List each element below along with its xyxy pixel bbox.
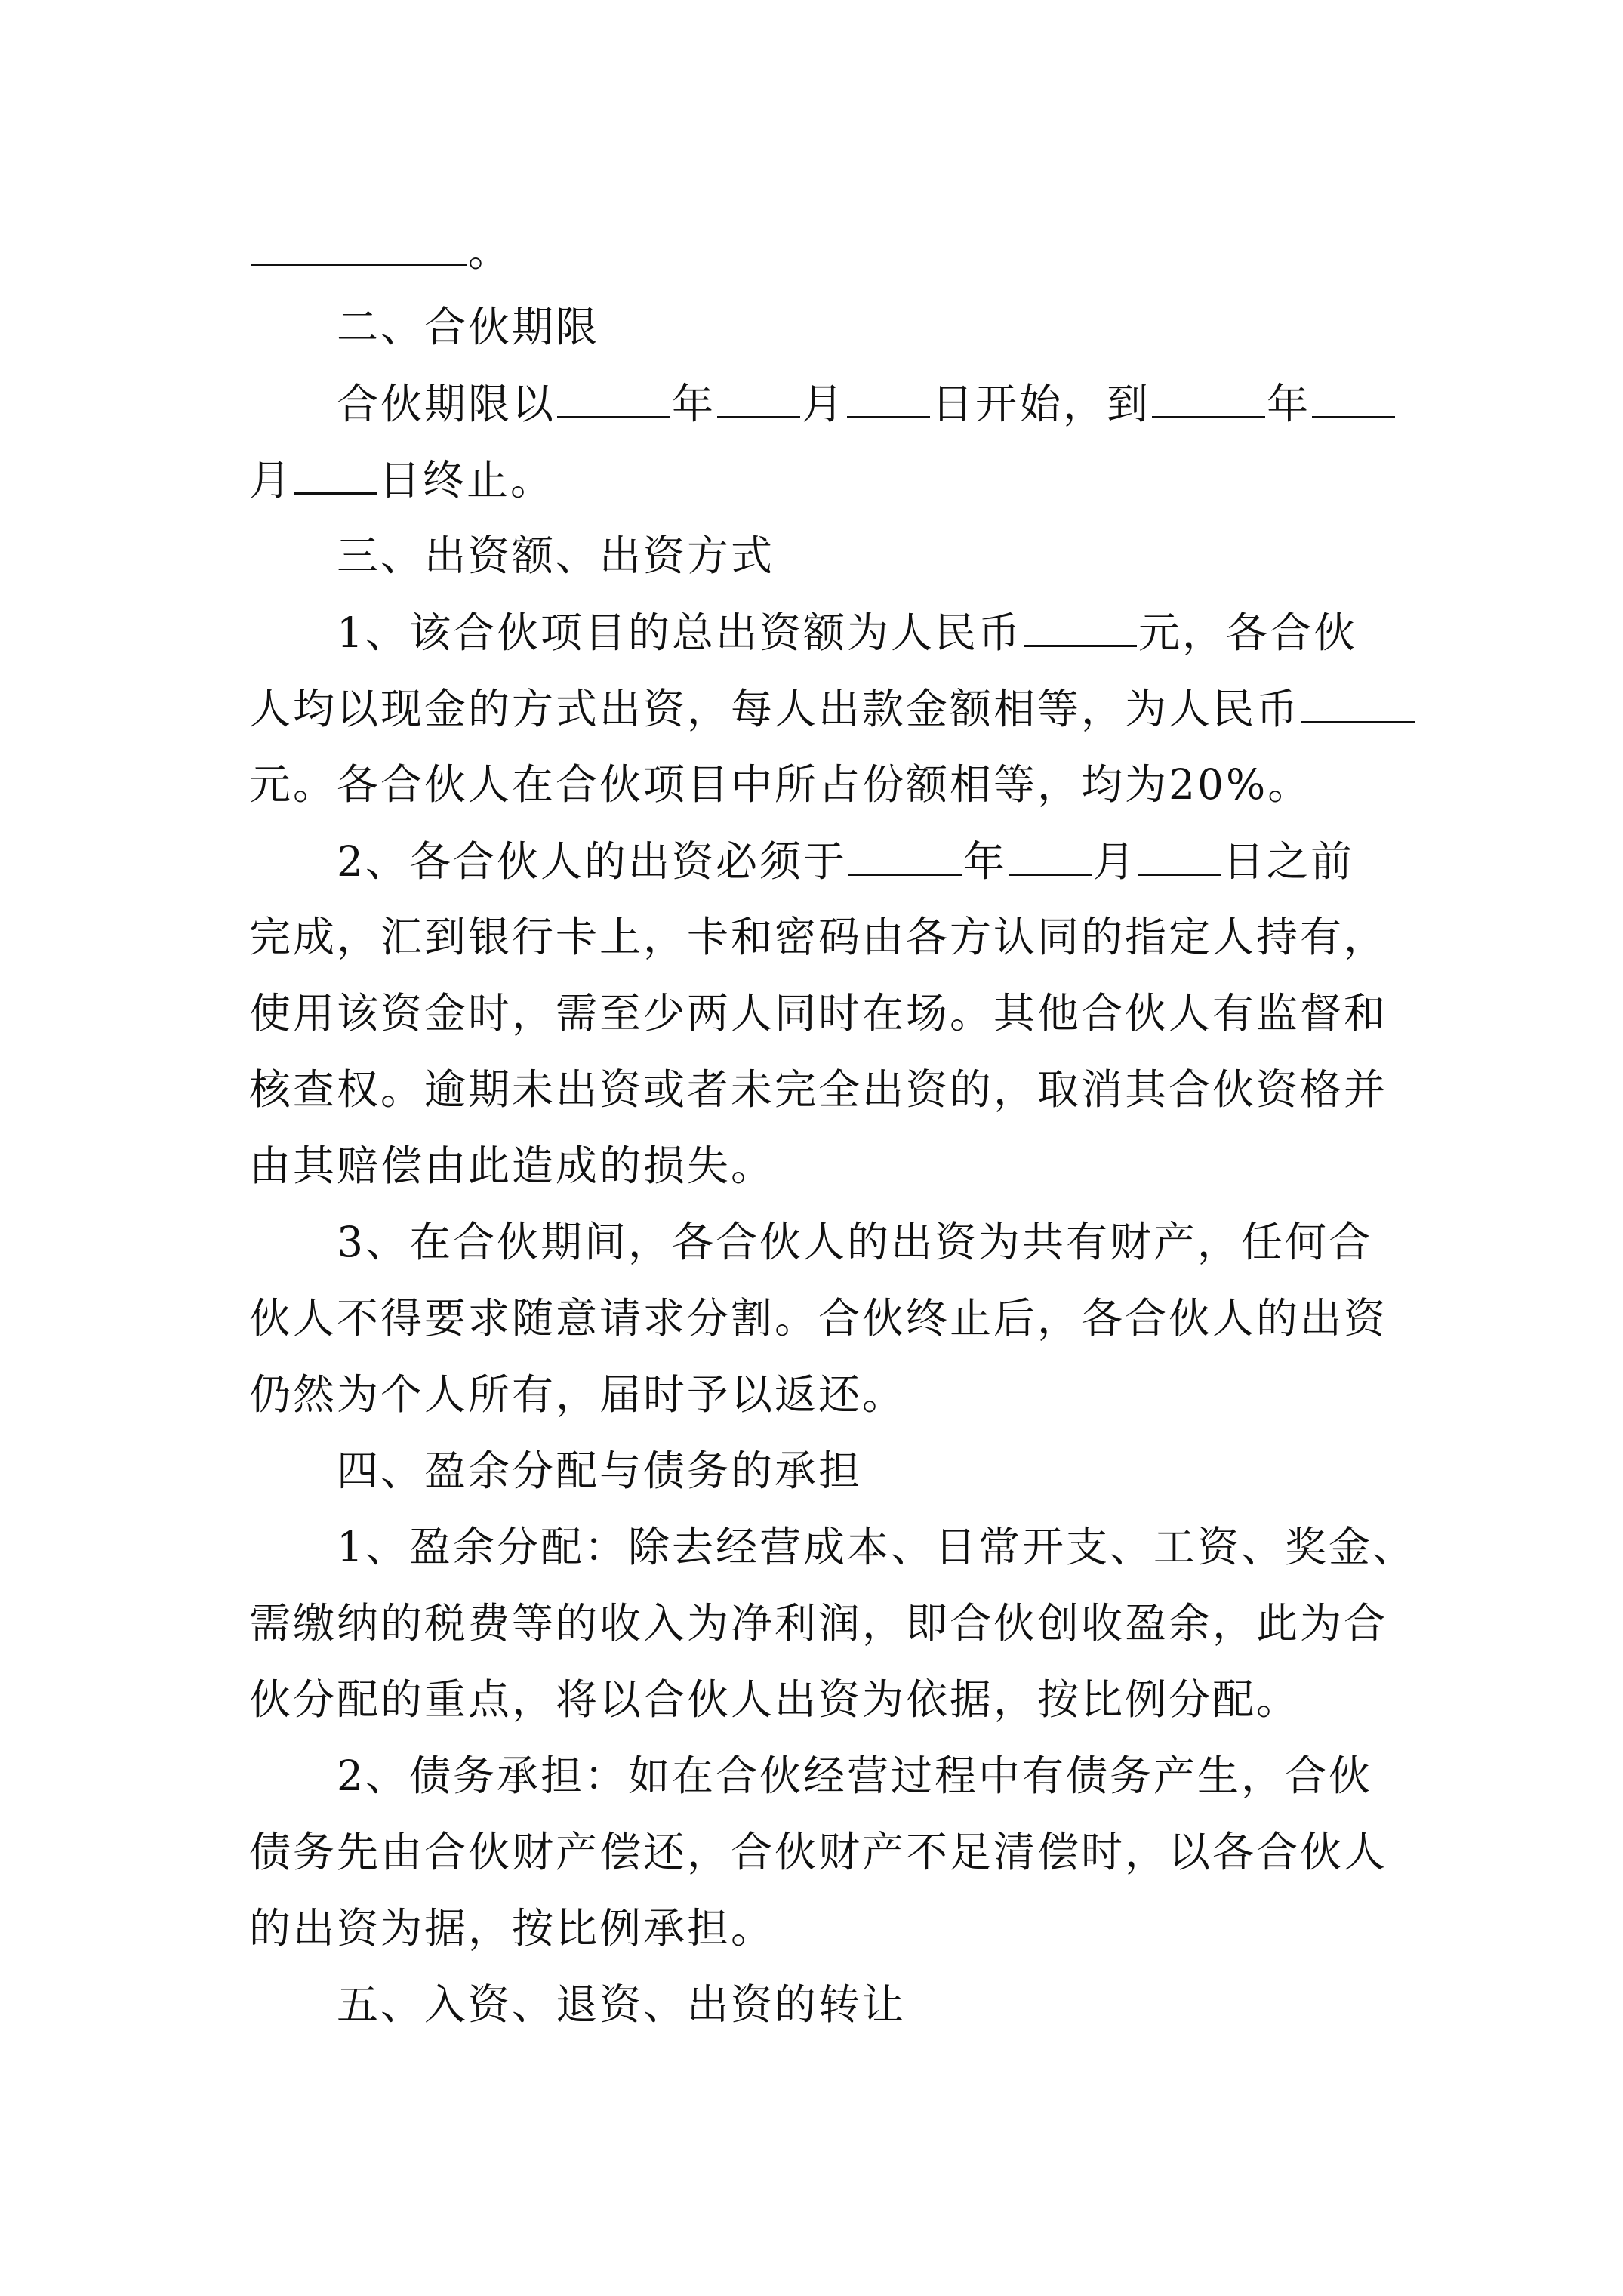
section-heading-4: 四、盈余分配与债务的承担 bbox=[337, 1447, 863, 1495]
text-line-8: 元。各合伙人在合伙项目中所占份额相等，均为20%。 bbox=[249, 760, 1312, 809]
text-line-4: 月 日终止。 bbox=[249, 453, 554, 506]
section-heading-2: 二、合伙期限 bbox=[337, 303, 600, 351]
text-line-19: 需缴纳的税费等的收入为净利润，即合伙创收盈余，此为合 bbox=[249, 1599, 1388, 1647]
text-line-21: 2、债务承担：如在合伙经营过程中有债务产生，合伙 bbox=[337, 1752, 1372, 1800]
section-heading-5: 五、入资、退资、出资的转让 bbox=[337, 1980, 907, 2029]
text-line-9: 2、各合伙人的出资必须于 年 月 日之前 bbox=[337, 834, 1354, 887]
blank-line bbox=[251, 224, 467, 266]
text-line-16: 仍然为个人所有，届时予以返还。 bbox=[249, 1370, 907, 1419]
blank-line bbox=[557, 377, 670, 418]
text-line-3: 合伙期限以 年 月 日开始，到 年 bbox=[337, 377, 1397, 430]
text-line-15: 伙人不得要求随意请求分割。合伙终止后，各合伙人的出资 bbox=[249, 1294, 1388, 1342]
text-line-7: 人均以现金的方式出资，每人出款金额相等，为人民币 bbox=[249, 682, 1416, 735]
text-line-10: 完成，汇到银行卡上，卡和密码由各方认同的指定人持有， bbox=[249, 913, 1388, 961]
text-line-22: 债务先由合伙财产偿还，合伙财产不足清偿时，以各合伙人 bbox=[249, 1828, 1388, 1876]
blank-line bbox=[1138, 834, 1221, 876]
text-line-14: 3、在合伙期间，各合伙人的出资为共有财产，任何合 bbox=[337, 1218, 1372, 1266]
text-line-11: 使用该资金时，需至少两人同时在场。其他合伙人有监督和 bbox=[249, 989, 1388, 1037]
text-line-23: 的出资为据，按比例承担。 bbox=[249, 1904, 775, 1952]
text-line-6: 1、该合伙项目的总出资额为人民币 元，各合伙 bbox=[337, 606, 1357, 658]
blank-line bbox=[1301, 682, 1415, 723]
text-line-13: 由其赔偿由此造成的损失。 bbox=[249, 1142, 775, 1190]
section-heading-3: 三、出资额、出资方式 bbox=[337, 532, 775, 580]
blank-line bbox=[848, 834, 962, 876]
blank-line bbox=[294, 453, 377, 495]
blank-line bbox=[1009, 834, 1092, 876]
blank-line bbox=[847, 377, 930, 418]
blank-line bbox=[717, 377, 800, 418]
text-line-1: 。 bbox=[249, 224, 512, 277]
blank-line bbox=[1312, 377, 1395, 418]
text-line-20: 伙分配的重点，将以合伙人出资为依据，按比例分配。 bbox=[249, 1675, 1301, 1724]
text-line-12: 核查权。逾期未出资或者未完全出资的，取消其合伙资格并 bbox=[249, 1065, 1388, 1114]
blank-line bbox=[1152, 377, 1265, 418]
blank-line bbox=[1024, 606, 1137, 647]
text-line-18: 1、盈余分配：除去经营成本、日常开支、工资、奖金、 bbox=[337, 1523, 1416, 1571]
